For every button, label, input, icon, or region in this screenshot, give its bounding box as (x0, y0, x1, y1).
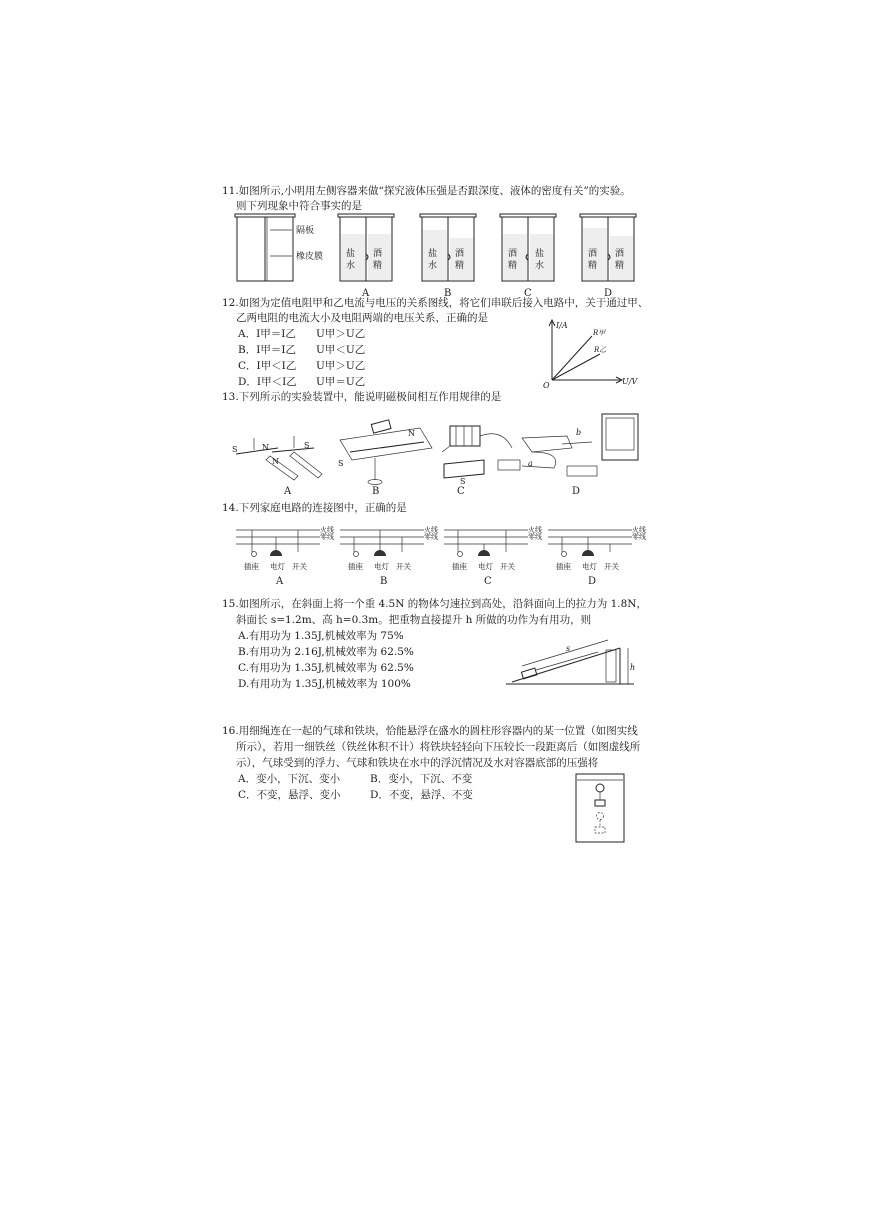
q14-c-live: 火线 (528, 526, 542, 534)
q13-a-pole-s1: S (232, 445, 238, 454)
q16-stem-line2: 所示），若用一细铁丝（铁丝体积不计）将铁块轻轻向下压较长一段距离后（如图虚线所 (236, 741, 641, 753)
q11-a-right-2: 精 (373, 261, 383, 271)
q15-label-h: h (630, 663, 636, 672)
q14-c-letter: C (484, 576, 492, 587)
q11-a-left-1: 盐 (346, 249, 356, 259)
q12-stem-line2: 乙两电阻的电流大小及电阻两端的电压关系，正确的是 (236, 312, 488, 324)
q11-c-left-2: 精 (508, 261, 518, 271)
q15-label-s: s (566, 644, 571, 653)
q13-d-letter: D (572, 486, 581, 497)
q15-option-a: A.有用功为 1.35J,机械效率为 75% (238, 630, 404, 642)
q11-b-letter: B (444, 288, 452, 299)
q13-stem-line1: 13.下列所示的实验装置中，能说明磁极间相互作用规律的是 (222, 391, 502, 403)
q12-option-b-voltage: U甲＜U乙 (316, 344, 366, 356)
q11-d-left-2: 精 (588, 261, 598, 271)
q14-c-socket: 插座 (452, 562, 467, 571)
q11-a-right-1: 酒 (373, 249, 383, 259)
q11-apparatus (235, 214, 323, 281)
q14-option-d (548, 525, 646, 587)
q16-option-d: D．不变，悬浮、不变 (370, 789, 473, 801)
q11-label-baffle: 隔板 (296, 226, 315, 236)
q12-graph-ylabel: I/A (556, 321, 568, 330)
q13-option-a (232, 436, 322, 497)
q12-option-b-current: B．I甲＝I乙 (238, 344, 297, 356)
q15-option-d: D.有用功为 1.35J,机械效率为 100% (238, 678, 411, 690)
q12-graph (542, 318, 652, 388)
q13-a-pole-n1: N (262, 443, 269, 452)
q14-d-switch: 开关 (604, 562, 619, 571)
q12-stem-line1: 12.如图为定值电阻甲和乙电流与电压的关系图线，将它们串联后接入电路中，关于通过甲、 (222, 297, 649, 309)
q12-option-d-voltage: U甲＝U乙 (316, 376, 366, 388)
q11-stem-line2: 则下列现象中符合事实的是 (236, 200, 362, 212)
q13-b-pole-n: N (408, 429, 415, 438)
q11-c-letter: C (524, 288, 532, 299)
q16-option-c: C．不变，悬浮、变小 (238, 789, 341, 801)
q14-b-live: 火线 (424, 526, 438, 534)
q15-stem-line1: 15.如图所示，在斜面上将一个重 4.5N 的物体匀速拉到高处，沿斜面向上的拉力为 1.8N， (222, 598, 647, 610)
q11-b-left-1: 盐 (428, 249, 438, 259)
q14-c-neutral: 零线 (528, 533, 542, 541)
q11-d-right-1: 酒 (615, 249, 625, 259)
q16-container-diagram (572, 772, 632, 844)
q16-stem-line1: 16.用细绳连在一起的气球和铁块，恰能悬浮在盛水的圆柱形容器内的某一位置（如图实线 (222, 725, 638, 737)
q14-b-neutral: 零线 (424, 533, 438, 541)
q14-b-lamp: 电灯 (374, 562, 389, 571)
q15-option-c: C.有用功为 1.35J,机械效率为 62.5% (238, 662, 414, 674)
q13-d-label-a: a (528, 459, 533, 468)
q11-d-left-1: 酒 (588, 249, 598, 259)
q14-d-neutral: 零线 (632, 533, 646, 541)
q14-b-letter: B (380, 576, 388, 587)
q14-d-letter: D (588, 576, 597, 587)
q14-b-switch: 开关 (396, 562, 411, 571)
q11-option-d (580, 214, 636, 299)
q15-incline-diagram (502, 630, 642, 690)
q11-stem-line1: 11.如图所示,小明用左侧容器来做“探究液体压强是否跟深度、液体的密度有关”的实验。 (222, 185, 631, 197)
q11-b-left-2: 水 (428, 261, 438, 271)
q16-stem-line3: 示），气球受到的浮力、气球和铁块在水中的浮沉情况及水对容器底部的压强将 (236, 757, 599, 769)
q14-c-switch: 开关 (500, 562, 515, 571)
q14-stem-line1: 14.下列家庭电路的连接图中，正确的是 (222, 502, 407, 514)
q13-diagram (232, 408, 672, 500)
q14-d-live: 火线 (632, 526, 646, 534)
q14-option-b (340, 525, 438, 587)
q13-c-pole-s: S (460, 477, 466, 486)
q12-option-c-voltage: U甲＞U乙 (316, 360, 366, 372)
q14-a-letter: A (276, 576, 284, 587)
q12-option-d-current: D．I甲＜I乙 (238, 376, 297, 388)
q14-option-c (444, 525, 542, 587)
q12-graph-r1: R甲 (593, 329, 606, 337)
q11-a-left-2: 水 (346, 261, 356, 271)
q14-a-live: 火线 (320, 526, 334, 534)
q12-option-a-current: A．I甲＝I乙 (238, 328, 296, 340)
q14-a-switch: 开关 (292, 562, 307, 571)
q11-c-left-1: 酒 (508, 249, 518, 259)
q13-b-pole-s: S (338, 459, 344, 468)
q13-option-c (442, 426, 520, 497)
q14-a-lamp: 电灯 (270, 562, 285, 571)
q14-c-lamp: 电灯 (478, 562, 493, 571)
q11-d-right-2: 精 (615, 261, 625, 271)
q14-b-socket: 插座 (348, 562, 363, 571)
q16-option-b: B．变小，下沉、不变 (370, 773, 473, 785)
q11-label-membrane: 橡皮膜 (296, 252, 324, 262)
q11-diagram (232, 212, 869, 302)
q14-d-socket: 插座 (556, 562, 571, 571)
q13-a-pole-n2: N (272, 457, 279, 466)
q11-option-c (500, 214, 556, 299)
q13-d-label-b: b (576, 428, 582, 437)
q12-graph-origin: O (543, 381, 550, 390)
q11-a-letter: A (362, 288, 370, 299)
q13-b-letter: B (372, 486, 380, 497)
q13-c-letter: C (457, 486, 465, 497)
q13-option-d (522, 414, 638, 497)
q11-c-right-2: 水 (535, 261, 545, 271)
q12-graph-xlabel: U/V (622, 377, 638, 386)
q13-a-pole-s2: S (304, 441, 310, 450)
q13-a-letter: A (284, 486, 292, 497)
q14-option-a (236, 525, 334, 587)
q15-option-b: B.有用功为 2.16J,机械效率为 62.5% (238, 646, 414, 658)
q12-graph-r2: R乙 (594, 346, 607, 354)
q11-c-right-1: 盐 (535, 249, 545, 259)
q11-b-right-2: 精 (455, 261, 465, 271)
q14-diagram (230, 520, 650, 586)
q12-option-a-voltage: U甲＞U乙 (316, 328, 366, 340)
q14-a-neutral: 零线 (320, 533, 334, 541)
q11-option-b (420, 214, 476, 299)
q15-stem-line2: 斜面长 s=1.2m、高 h=0.3m。把重物直接提升 h 所做的功作为有用功，则 (236, 614, 592, 626)
q14-a-socket: 插座 (244, 562, 259, 571)
q16-option-a: A．变小，下沉、变小 (238, 773, 341, 785)
q11-option-a (338, 214, 394, 299)
q11-d-letter: D (604, 288, 613, 299)
q14-d-lamp: 电灯 (582, 562, 597, 571)
q13-option-b (338, 420, 432, 497)
q11-b-right-1: 酒 (455, 249, 465, 259)
q12-option-c-current: C．I甲＜I乙 (238, 360, 297, 372)
